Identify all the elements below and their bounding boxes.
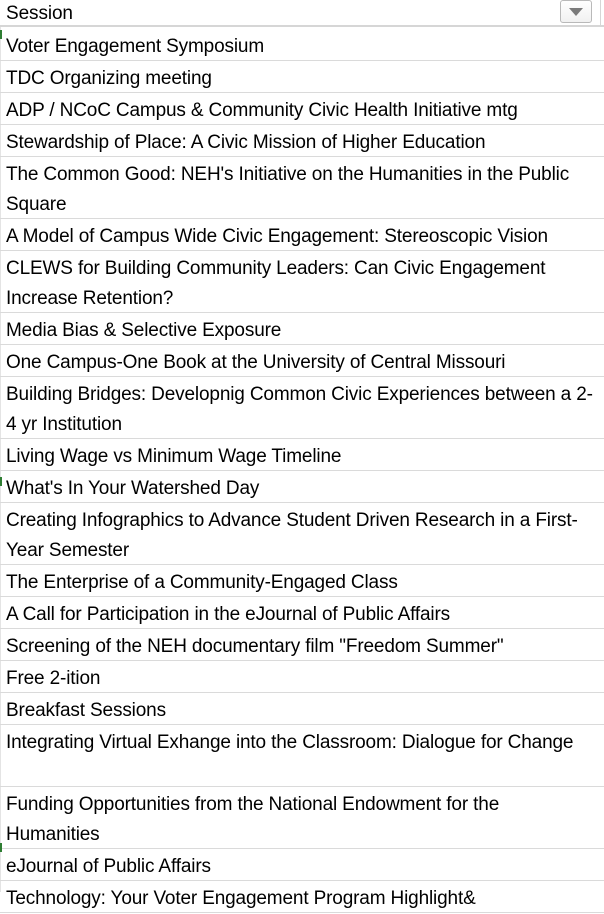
column-header-row[interactable]: [0, 0, 604, 27]
cell-text: The Common Good: NEH's Initiative on the Humanities in the Public Square: [6, 164, 570, 215]
cell-text: ADP / NCoC Campus & Community Civic Health Initiative mtg: [6, 100, 518, 121]
cell-text: Funding Opportunities from the National Endowment for the Humanities: [6, 794, 500, 845]
cell-text: One Campus-One Book at the University of Central Missouri: [6, 352, 506, 373]
table-row[interactable]: [0, 661, 604, 693]
cell-text: A Model of Campus Wide Civic Engagement: Stereoscopic Vision: [6, 226, 548, 247]
cell-text: TDC Organizing meeting: [6, 68, 212, 89]
table-row[interactable]: [0, 29, 604, 61]
table-row[interactable]: [0, 125, 604, 157]
table-row[interactable]: [0, 597, 604, 629]
cell-text: eJournal of Public Affairs: [6, 856, 211, 877]
cell-text: What's In Your Watershed Day: [6, 478, 260, 499]
header-right-border: [600, 0, 601, 27]
cell-text: CLEWS for Building Community Leaders: Can Civic Engagement Increase Retention?: [6, 258, 546, 309]
cell-text: Voter Engagement Symposium: [6, 36, 265, 57]
table-row[interactable]: [0, 693, 604, 725]
dropdown-triangle-icon: [568, 7, 584, 17]
cell-text: Breakfast Sessions: [6, 700, 166, 721]
table-row[interactable]: [0, 313, 604, 345]
filter-dropdown-button[interactable]: [560, 0, 592, 23]
cell-text: The Enterprise of a Community-Engaged Class: [6, 572, 398, 593]
cell-text: Creating Infographics to Advance Student Driven Research in a First-Year Semester: [6, 510, 578, 561]
table-row[interactable]: [0, 157, 604, 219]
table-row[interactable]: [0, 219, 604, 251]
table-row[interactable]: [0, 251, 604, 313]
session-list: [0, 29, 604, 913]
table-row[interactable]: [0, 471, 604, 503]
table-row[interactable]: [0, 61, 604, 93]
cell-text: Living Wage vs Minimum Wage Timeline: [6, 446, 342, 467]
table-row[interactable]: [0, 439, 604, 471]
cell-text: A Call for Participation in the eJournal of Public Affairs: [6, 604, 451, 625]
cell-text: Building Bridges: Developnig Common Civic Experiences between a 2-4 yr Institution: [6, 384, 593, 435]
cell-text: Screening of the NEH documentary film "Freedom Summer": [6, 636, 504, 657]
table-row[interactable]: [0, 787, 604, 849]
table-row[interactable]: [0, 881, 604, 913]
column-header-label: Session: [6, 3, 73, 24]
cell-text: Technology: Your Voter Engagement Program Highlight&: [6, 888, 476, 909]
cell-text: Free 2-ition: [6, 668, 101, 689]
cell-text: Media Bias & Selective Exposure: [6, 320, 282, 341]
table-row[interactable]: [0, 503, 604, 565]
cell-indicator-mark: [0, 843, 2, 852]
table-row[interactable]: [0, 629, 604, 661]
table-row[interactable]: [0, 849, 604, 881]
table-row[interactable]: [0, 565, 604, 597]
cell-text: Integrating Virtual Exhange into the Classroom: Dialogue for Change: [6, 732, 574, 753]
cell-indicator-mark: [0, 477, 2, 486]
table-row[interactable]: [0, 377, 604, 439]
table-row[interactable]: [0, 345, 604, 377]
table-row[interactable]: [0, 725, 604, 787]
cell-text: Stewardship of Place: A Civic Mission of Higher Education: [6, 132, 486, 153]
table-row[interactable]: [0, 93, 604, 125]
cell-indicator-mark: [0, 30, 2, 39]
